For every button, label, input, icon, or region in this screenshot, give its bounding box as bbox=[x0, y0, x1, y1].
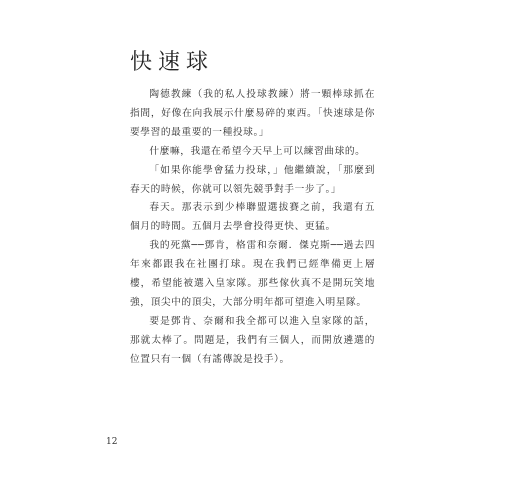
paragraph: 「如果你能學會猛力投球，」他繼續說，「那麼到春天的時候，你就可以領先競爭對手一步了。」 bbox=[130, 164, 375, 195]
paragraph: 要是鄧肯、奈爾和我全都可以進入皇家隊的話，那就太棒了。問題是，我們有三個人，而開放遴選的位置只有一個（有謠傳說是投手）。 bbox=[130, 315, 375, 365]
body-text bbox=[130, 86, 375, 370]
chapter-title: 快速球 bbox=[130, 50, 215, 75]
paragraph: 我的死黨──鄧肯，格雷和奈爾．傑克斯──過去四年來都跟我在社團打球。現在我們已經準備更上層樓，希望能被選入皇家隊。那些傢伙真不是開玩笑地強，頂尖中的頂尖，大部分明年都可望進入明星隊。 bbox=[130, 240, 375, 308]
paragraph: 什麼嘛，我還在希望今天早上可以練習曲球的。 bbox=[149, 145, 366, 157]
paragraph: 陶德教練（我的私人投球教練）將一顆棒球抓在指間，好像在向我展示什麼易碎的東西。「快速球是你要學習的最重要的一種投球。」 bbox=[130, 89, 375, 138]
page-number: 12 bbox=[106, 437, 118, 447]
paragraph: 春天。那表示到少棒聯盟選拔賽之前，我還有五個月的時間。五個月去學會投得更快、更猛。 bbox=[130, 202, 375, 233]
